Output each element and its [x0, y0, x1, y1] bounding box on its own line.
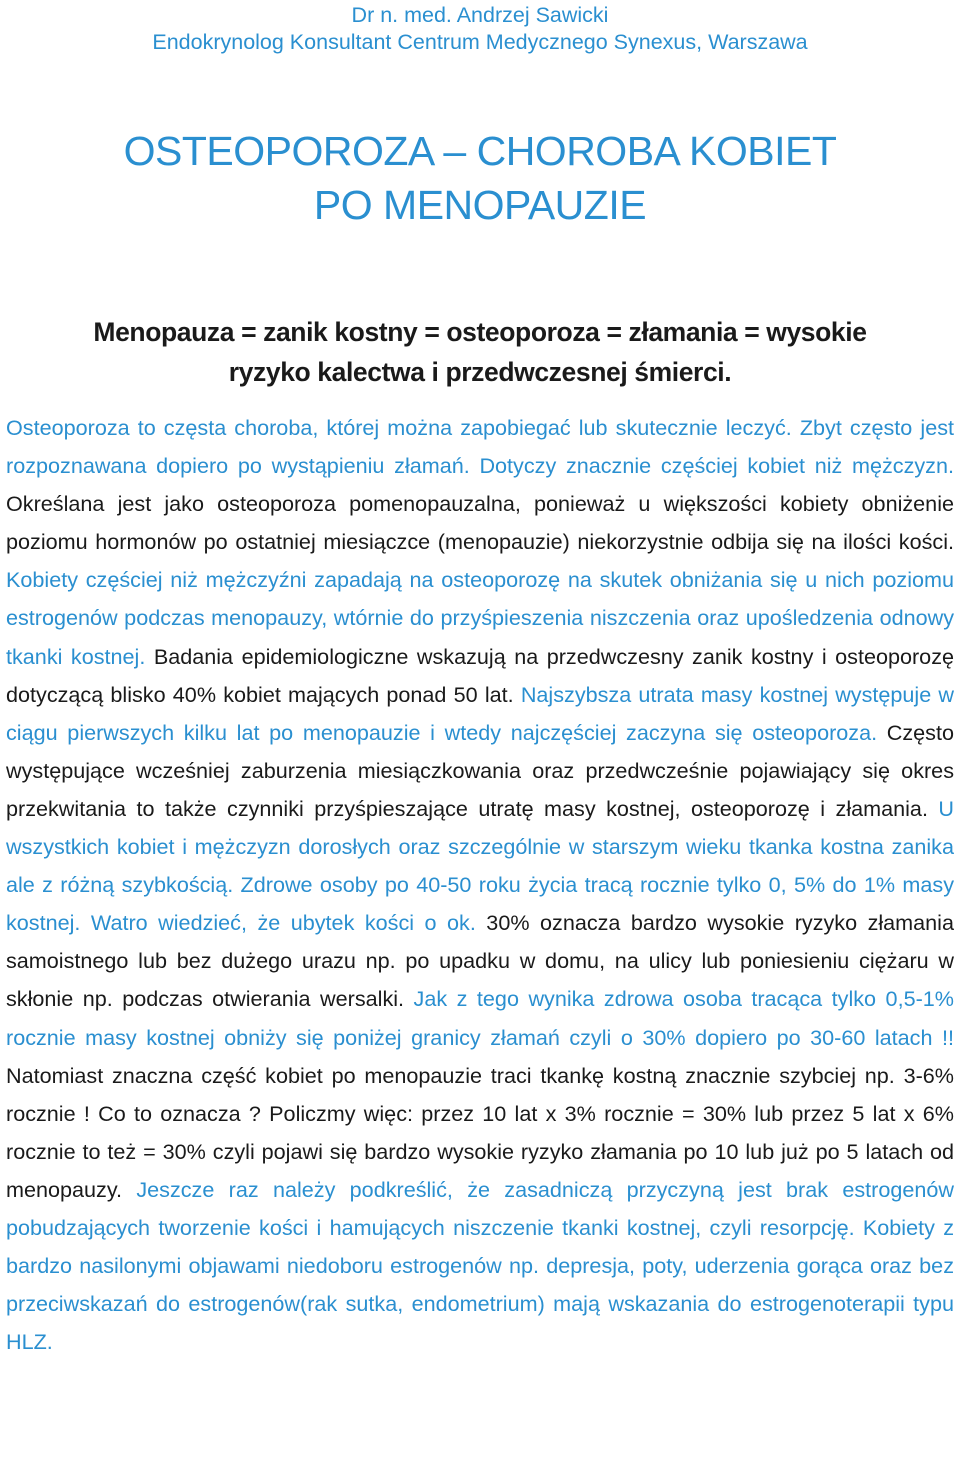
lead-line-2: ryzyko kalectwa i przedwczesnej śmierci. [228, 357, 732, 387]
title-line-1: OSTEOPOROZA – CHOROBA KOBIET [123, 128, 837, 174]
article-body [6, 409, 954, 1361]
body-sentence: Osteoporoza to częsta choroba, której można zapobiegać lub skutecznie leczyć. Zbyt często jest rozpoznawana dopiero po wystąpieniu złamań. Dotyczy znacznie częściej kobiet niż mężczyzn. [6, 415, 954, 479]
article-title [0, 124, 960, 232]
body-sentence: Natomiast znaczna część kobiet po menopauzie traci tkankę kostną znacznie szybciej np. 3-6% rocznie ! Co to oznacza ? Policzmy więc: przez 10 lat x 3% rocznie = 30% lub przez 5 lat x 6% rocznie to też = 30% czyli pojawi się bardzo wysokie ryzyko złamania po 10 lub już po 5 latach od menopauzy. [6, 1062, 954, 1202]
body-sentence: Jak z tego wynika zdrowa osoba tracąca tylko 0,5-1% rocznie masy kostnej obniży się poniżej granicy złamań czyli o 30% dopiero po 30-60 latach !! [6, 986, 954, 1050]
body-sentence: Kobiety częściej niż mężczyźni zapadają na osteoporozę na skutek obniżania się u nich poziomu estrogenów podczas menopauzy, wtórnie do przyśpieszenia niszczenia oraz upośledzenia odnowy tkanki kostnej. [6, 567, 954, 669]
author-block [0, 2, 960, 56]
body-sentence: Badania epidemiologiczne wskazują na przedwczesny zanik kostny i osteoporozę dotyczącą blisko 40% kobiet mających ponad 50 lat. [6, 643, 954, 707]
body-sentence: Jeszcze raz należy podkreślić, że zasadniczą przyczyną jest brak estrogenów pobudzających tworzenie kości i hamujących niszczenie tkanki kostnej, czyli resorpcję. Kobiety z bardzo nasilonymi objawami niedoboru estrogenów np. depresja, poty, uderzenia gorąca oraz bez przeciwskazań do estrogenów(rak sutka, endometrium) mają wskazania do estrogenoterapii typu HLZ. [6, 1176, 954, 1355]
body-sentence: Określana jest jako osteoporoza pomenopauzalna, ponieważ u większości kobiety obniżenie poziomu hormonów po ostatniej miesiączce (menopauzie) niekorzystnie odbija się na ilości kości. [6, 491, 954, 555]
body-sentence: U wszystkich kobiet i mężczyzn dorosłych oraz szczególnie w starszym wieku tkanka kostna zanika ale z różną szybkością. Zdrowe osoby po 40-50 roku życia tracą rocznie tylko 0, 5% do 1% masy kostnej. Watro wiedzieć, że ubytek kości o ok. [6, 795, 955, 936]
body-sentence: 30% oznacza bardzo wysokie ryzyko złamania samoistnego lub bez dużego urazu np. po upadku w domu, na ulicy lub poniesieniu ciężaru w skłonie np. podczas otwierania wersalki. [6, 910, 954, 1012]
author-name: Dr n. med. Andrzej Sawicki [351, 3, 609, 27]
body-sentence: Często występujące wcześniej zaburzenia miesiączkowania oraz przedwcześnie pojawiający się okres przekwitania to także czynniki przyśpieszające utratę masy kostnej, osteoporozę i złamania. [6, 719, 954, 821]
lead-statement [40, 312, 920, 392]
title-line-2: PO MENOPAUZIE [313, 182, 647, 228]
body-sentence: Najszybsza utrata masy kostnej występuje w ciągu pierwszych kilku lat po menopauzie i wtedy najczęściej zaczyna się osteoporoza. [6, 681, 954, 745]
lead-line-1: Menopauza = zanik kostny = osteoporoza = złamania = wysokie [93, 317, 867, 347]
author-affiliation: Endokrynolog Konsultant Centrum Medycznego Synexus, Warszawa [152, 30, 808, 54]
